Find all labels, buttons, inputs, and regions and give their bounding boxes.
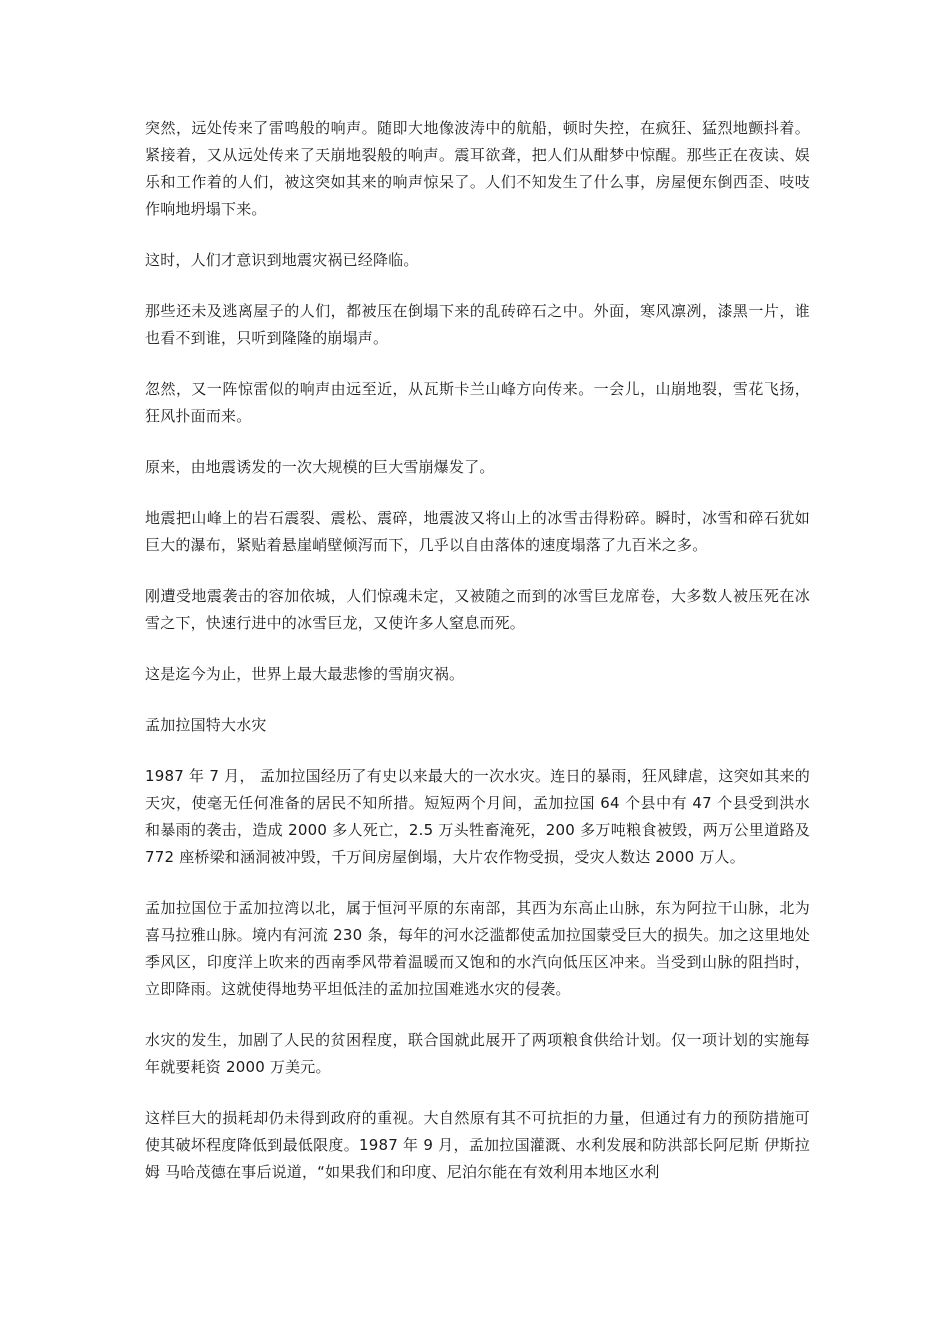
paragraph-city-buried: 刚遭受地震袭击的容加依城，人们惊魂未定，又被随之而到的冰雪巨龙席卷，大多数人被压死在冰雪之下，快速行进中的冰雪巨龙，又使许多人窒息而死。: [145, 587, 810, 632]
paragraph-disaster-realized: 这时，人们才意识到地震灾祸已经降临。: [145, 251, 419, 269]
paragraph-earthquake-onset: 突然，远处传来了雷鸣般的响声。随即大地像波涛中的航船，顿时失控，在疯狂、猛烈地颤抖着。紧接着，又从远处传来了天崩地裂般的响声。震耳欲聋，把人们从酣梦中惊醒。那些正在夜读、娱乐和工作着的人们，被这突如其来的响声惊呆了。人们不知发生了什么事，房屋便东倒西歪、吱吱作响地坍塌下来。: [145, 119, 810, 218]
paragraph-poverty-aid: 水灾的发生，加剧了人民的贫困程度，联合国就此展开了两项粮食供给计划。仅一项计划的实施每年就要耗资 2000 万美元。: [145, 1031, 810, 1076]
paragraph-worst-avalanche: 这是迄今为止，世界上最大最悲惨的雪崩灾祸。: [145, 665, 465, 683]
paragraph-thunder-sound: 忽然，又一阵惊雷似的响声由远至近，从瓦斯卡兰山峰方向传来。一会儿，山崩地裂，雪花飞扬，狂风扑面而来。: [145, 380, 810, 425]
section-heading-bangladesh-flood: 孟加拉国特大水灾: [145, 716, 267, 734]
document-body: [145, 115, 810, 1210]
paragraph-government-response: 这样巨大的损耗却仍未得到政府的重视。大自然原有其不可抗拒的力量，但通过有力的预防措施可使其破坏程度降低到最低限度。1987 年 9 月，孟加拉国灌溉、水利发展和防洪部长阿尼斯 伊斯拉姆 马哈茂德在事后说道，“如果我们和印度、尼泊尔能在有效利用本地区水利: [145, 1109, 810, 1181]
paragraph-flood-1987: 1987 年 7 月， 孟加拉国经历了有史以来最大的一次水灾。连日的暴雨，狂风肆虐，这突如其来的天灾，使毫无任何准备的居民不知所措。短短两个月间，孟加拉国 64 个县中有 47 个县受到洪水和暴雨的袭击，造成 2000 多人死亡，2.5 万头牲畜淹死，200 多万吨粮食被毁，两万公里道路及 772 座桥梁和涵洞被冲毁，千万间房屋倒塌，大片农作物受损，受灾人数达 2000 万人。: [145, 767, 810, 866]
paragraph-trapped-people: 那些还未及逃离屋子的人们，都被压在倒塌下来的乱砖碎石之中。外面，寒风凛冽，漆黑一片，谁也看不到谁，只听到隆隆的崩塌声。: [145, 302, 810, 347]
paragraph-avalanche-triggered: 原来，由地震诱发的一次大规模的巨大雪崩爆发了。: [145, 458, 495, 476]
paragraph-avalanche-description: 地震把山峰上的岩石震裂、震松、震碎，地震波又将山上的冰雪击得粉碎。瞬时，冰雪和碎石犹如巨大的瀑布，紧贴着悬崖峭壁倾泻而下，几乎以自由落体的速度塌落了九百米之多。: [145, 509, 810, 554]
paragraph-geography: 孟加拉国位于孟加拉湾以北，属于恒河平原的东南部，其西为东高止山脉，东为阿拉干山脉，北为喜马拉雅山脉。境内有河流 230 条，每年的河水泛滥都使孟加拉国蒙受巨大的损失。加之这里地处季风区，印度洋上吹来的西南季风带着温暖而又饱和的水汽向低压区冲来。当受到山脉的阻挡时，立即降雨。这就使得地势平坦低洼的孟加拉国难逃水灾的侵袭。: [145, 899, 810, 998]
